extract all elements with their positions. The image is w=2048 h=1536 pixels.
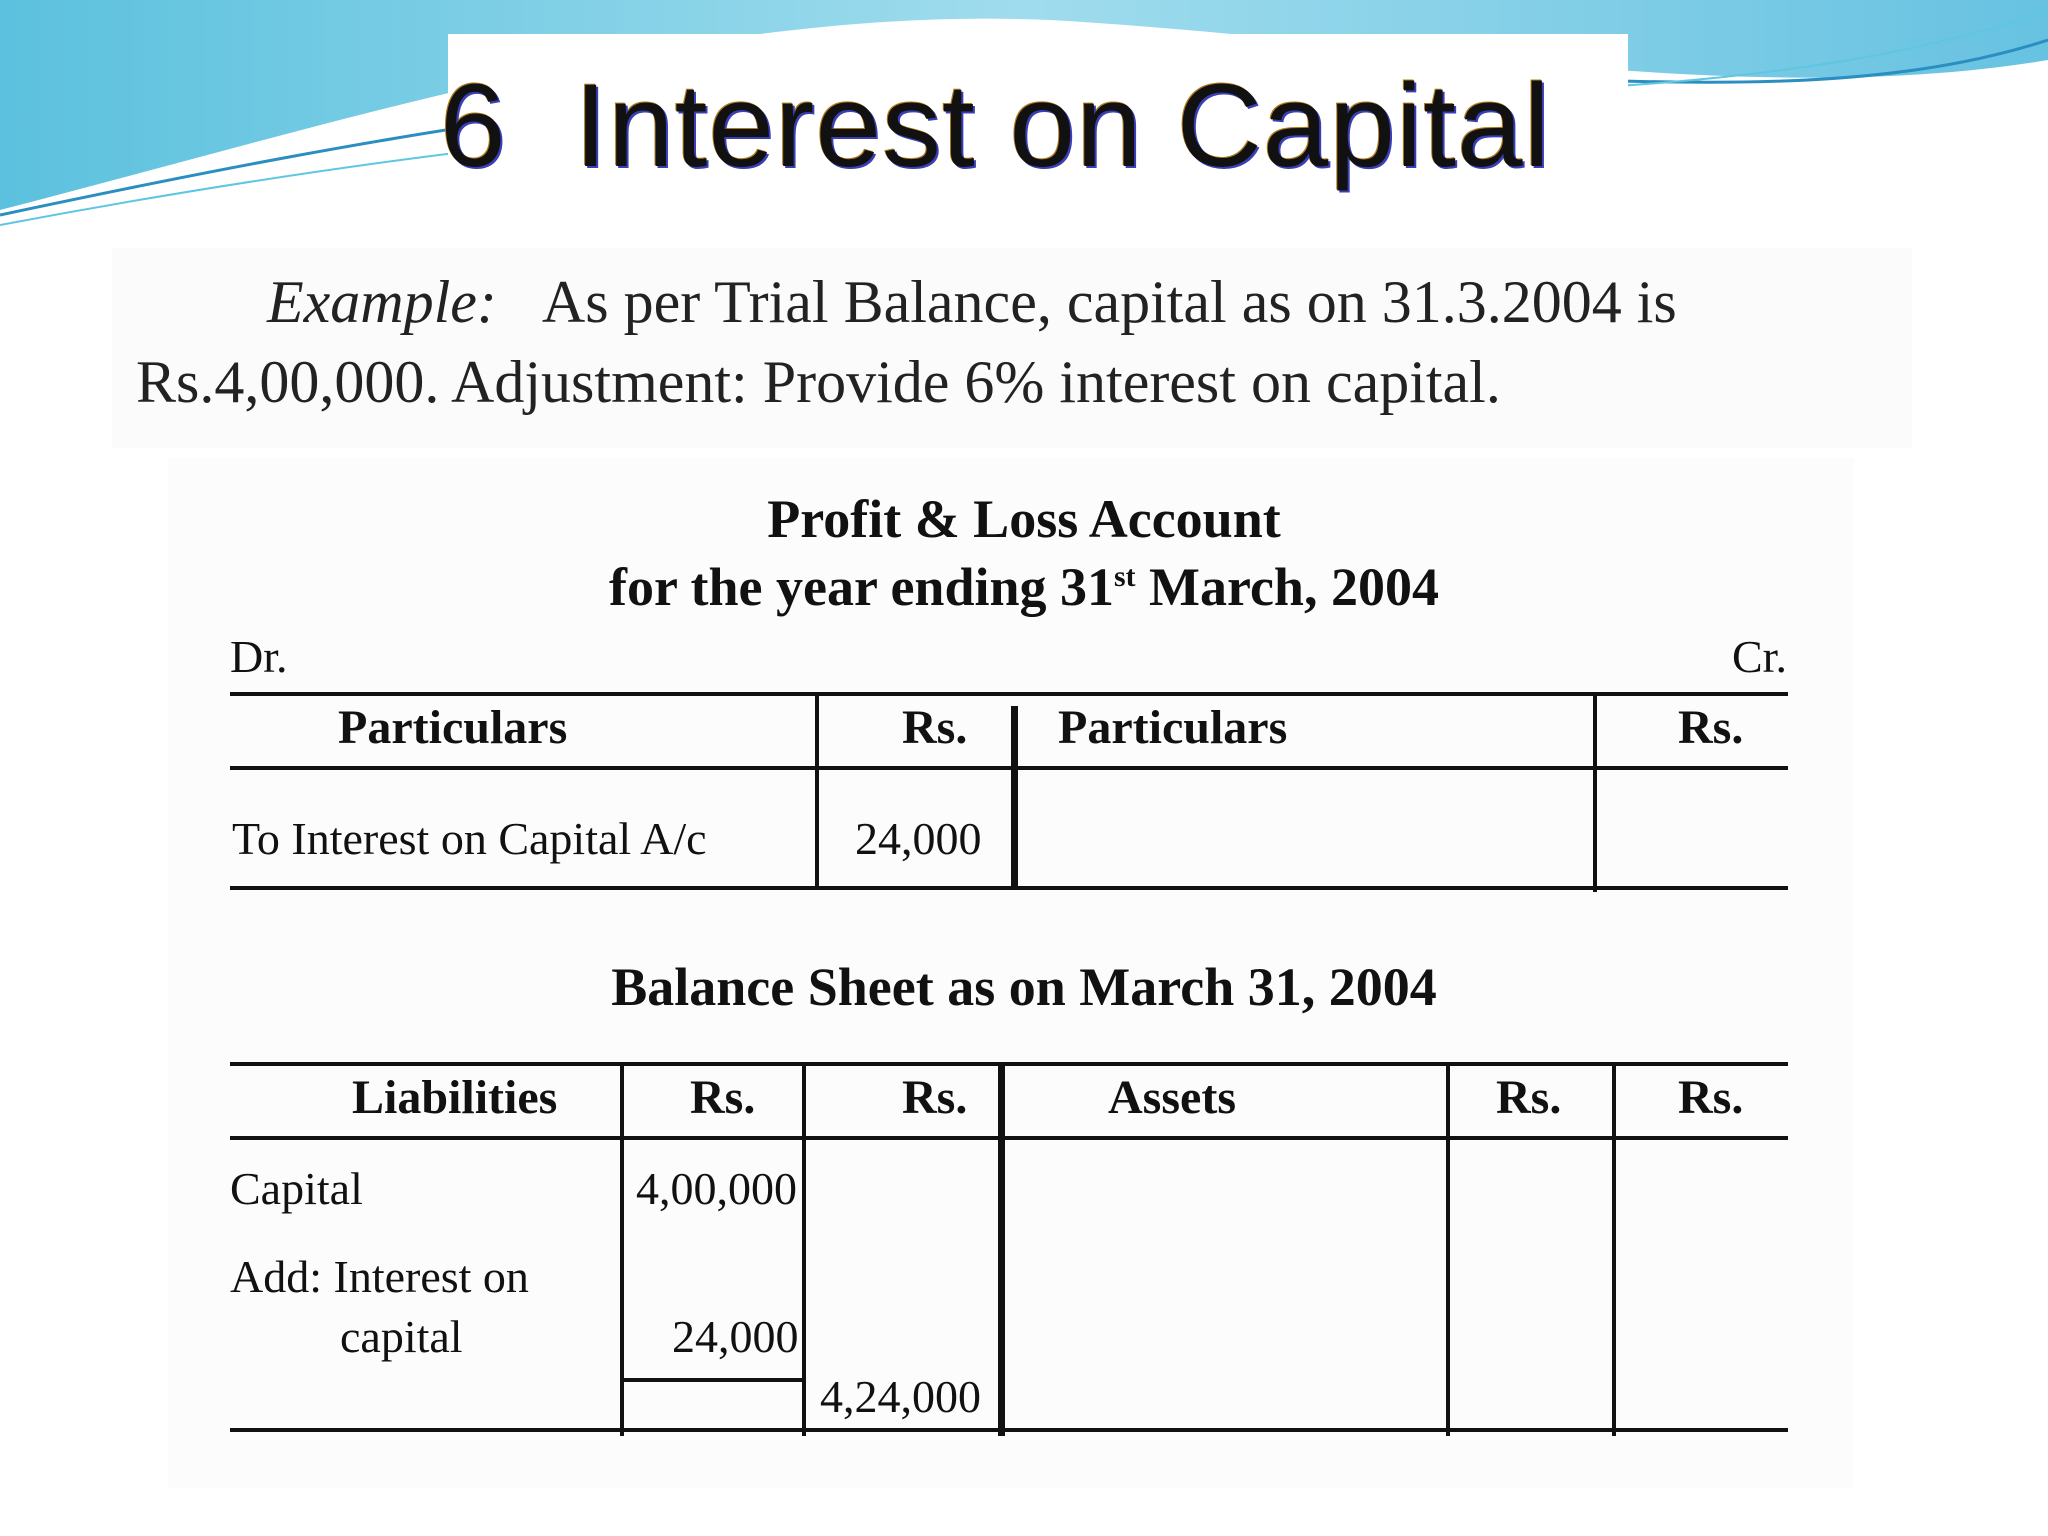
- pl-header-rs-dr: Rs.: [902, 701, 968, 754]
- bs-header-rs-3: Rs.: [1496, 1071, 1562, 1124]
- bs-header-rs-2: Rs.: [902, 1071, 968, 1124]
- pl-subtitle-post: March, 2004: [1135, 557, 1439, 617]
- pl-col-divider-3: [1593, 692, 1597, 892]
- bs-row-capital-label: Capital: [230, 1163, 363, 1214]
- bs-col-divider-5: [1612, 1062, 1616, 1436]
- bs-header-assets: Assets: [1108, 1071, 1236, 1124]
- bs-title: Balance Sheet as on March 31, 2004: [611, 957, 1437, 1017]
- bs-header-liabilities: Liabilities: [352, 1071, 558, 1124]
- pl-subtitle-pre: for the year ending 31: [609, 557, 1115, 617]
- slide-title: [440, 58, 1551, 194]
- pl-bottom-rule: [230, 886, 1788, 890]
- pl-row-particulars: To Interest on Capital A/c: [232, 813, 707, 864]
- bs-row-interest-label-1: Add: Interest on: [230, 1251, 529, 1302]
- cr-label: Cr.: [1732, 631, 1787, 682]
- slide-title-text: Interest on Capital: [574, 60, 1551, 192]
- pl-header-rule: [230, 766, 1788, 770]
- pl-row-amount: 24,000: [855, 813, 982, 864]
- bs-col-divider-1: [620, 1062, 624, 1436]
- bs-col-divider-2: [802, 1062, 806, 1436]
- bs-header-rs-4: Rs.: [1678, 1071, 1744, 1124]
- pl-center-divider: [1011, 706, 1018, 888]
- pl-header-particulars-dr: Particulars: [338, 701, 568, 754]
- pl-col-divider-1: [815, 692, 819, 888]
- pl-header-particulars-cr: Particulars: [1058, 701, 1288, 754]
- bs-total-amount: 4,24,000: [820, 1371, 981, 1422]
- example-line-1: [267, 268, 1677, 337]
- bs-row-capital-amount: 4,00,000: [636, 1163, 797, 1214]
- example-box: [112, 248, 1912, 448]
- bs-header-rule: [230, 1136, 1788, 1140]
- pl-subtitle-sup: st: [1114, 561, 1136, 593]
- bs-subtotal-rule: [622, 1378, 802, 1382]
- bs-bottom-rule: [230, 1428, 1788, 1432]
- pl-header-rs-cr: Rs.: [1678, 701, 1744, 754]
- pl-subtitle: [0, 556, 2048, 618]
- example-label: Example:: [267, 269, 497, 335]
- bs-top-rule: [230, 1062, 1788, 1066]
- example-line-2: Rs.4,00,000. Adjustment: Provide 6% interest on capital.: [136, 349, 1501, 415]
- dr-label: Dr.: [230, 631, 288, 682]
- bs-center-divider: [998, 1066, 1005, 1436]
- bs-row-interest-amount: 24,000: [672, 1311, 799, 1362]
- pl-top-rule: [230, 692, 1788, 696]
- bs-header-rs-1: Rs.: [690, 1071, 756, 1124]
- pl-title: Profit & Loss Account: [767, 489, 1281, 549]
- slide-number: 6: [440, 60, 507, 192]
- bs-col-divider-4: [1446, 1062, 1450, 1436]
- bs-row-interest-label-2: capital: [340, 1311, 463, 1362]
- example-text-1: As per Trial Balance, capital as on 31.3.2004 is: [541, 269, 1677, 335]
